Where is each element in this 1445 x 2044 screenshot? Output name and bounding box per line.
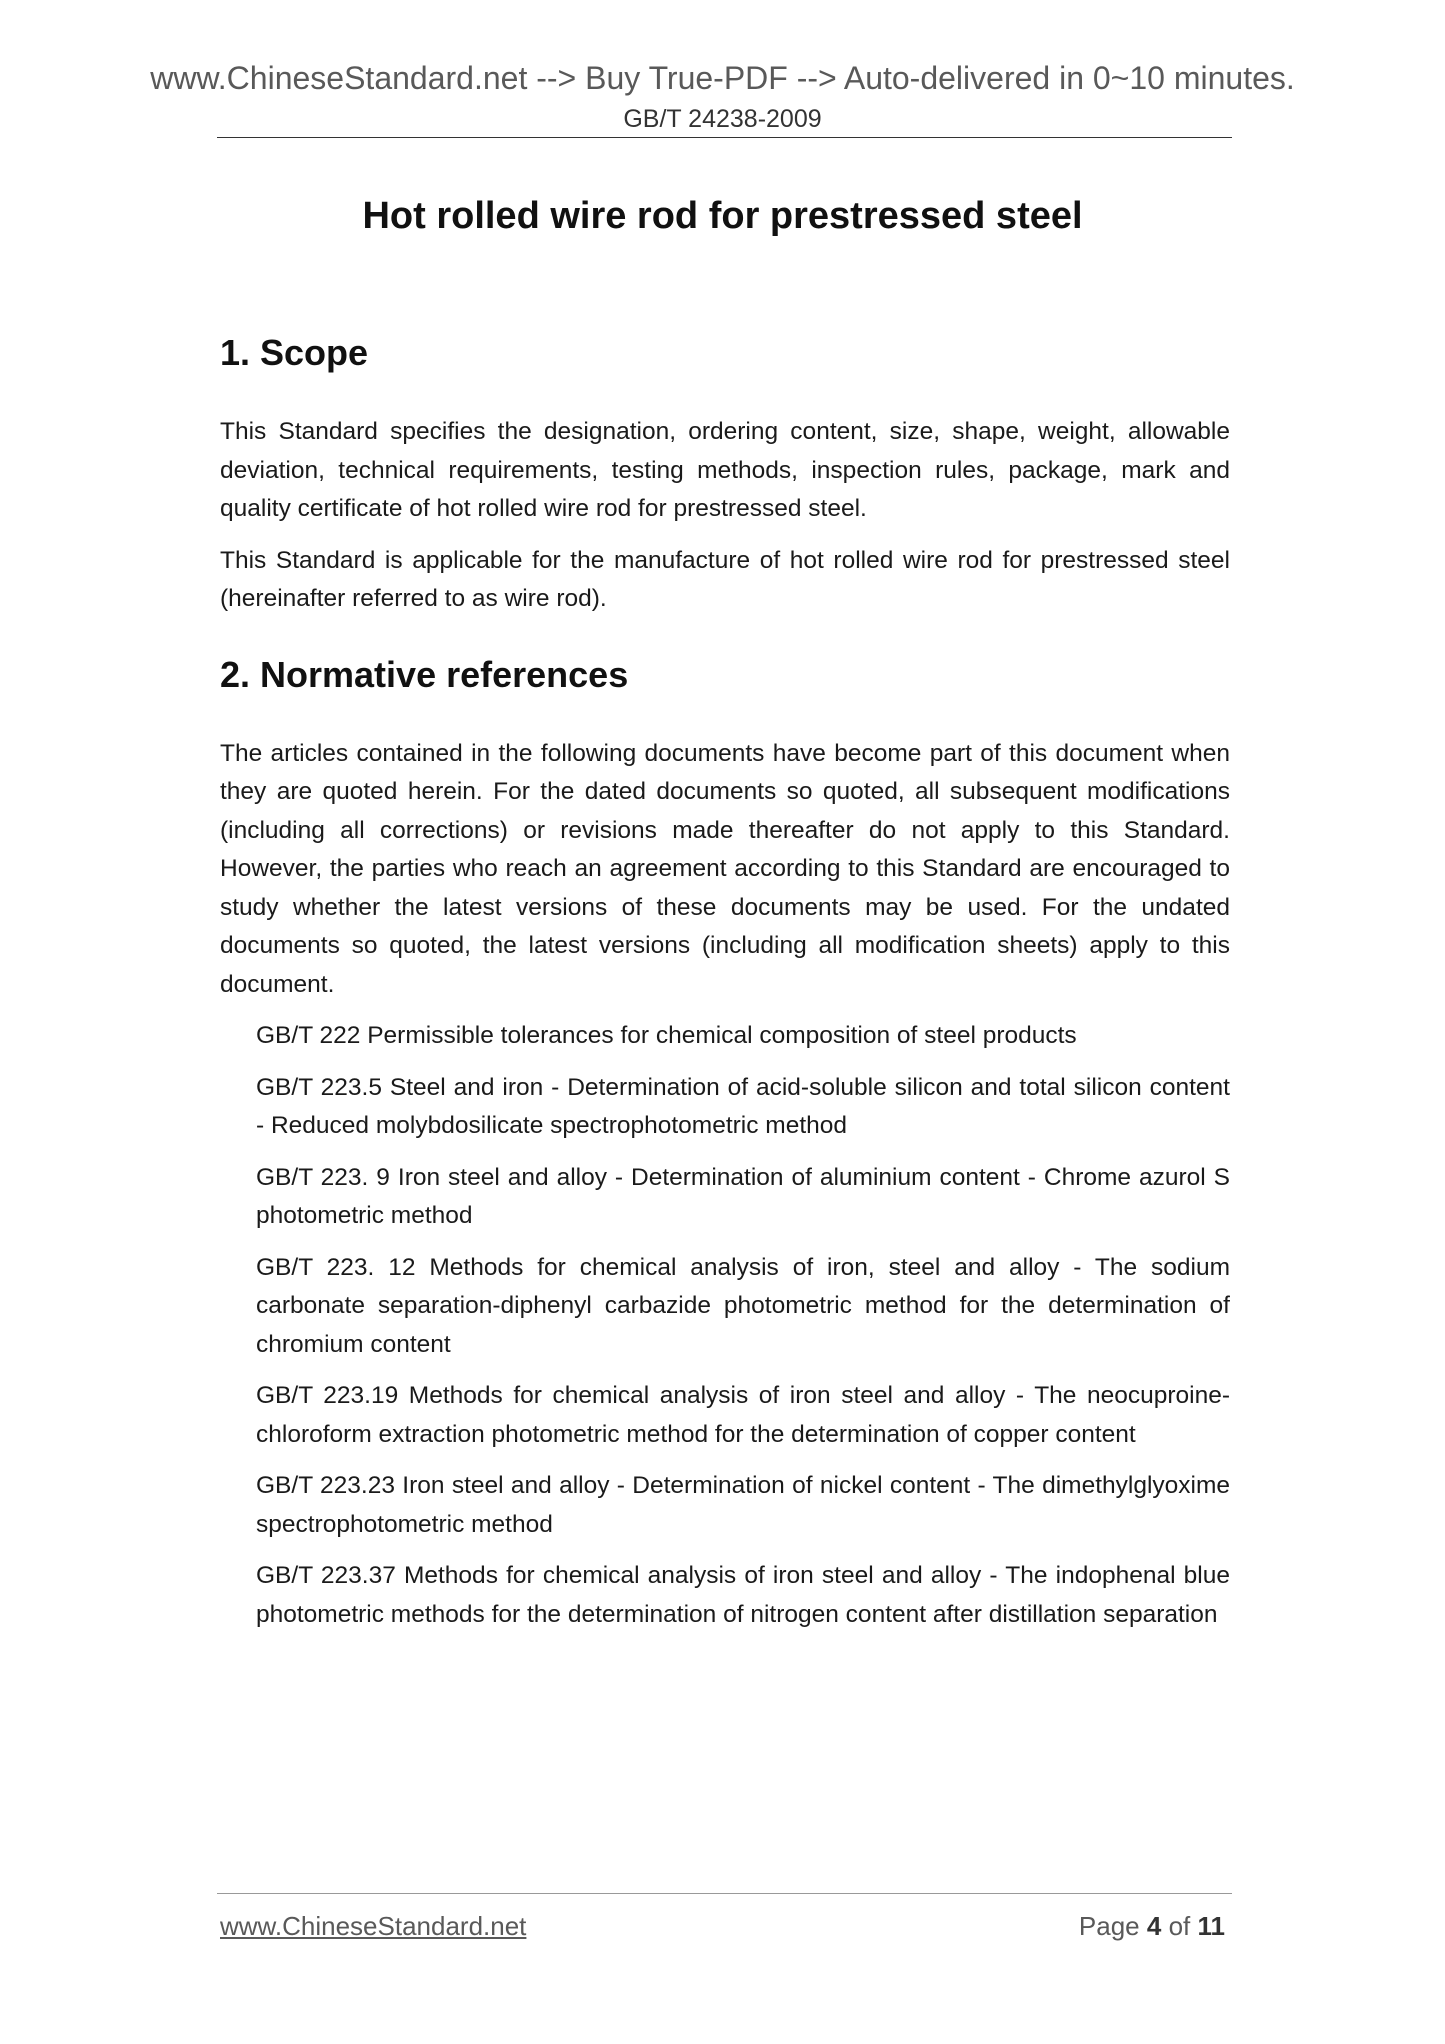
reference-item: GB/T 223.37 Methods for chemical analysis of iron steel and alloy - The indophenal blue photometric methods for the determination of nitrogen content after distillation separation bbox=[256, 1562, 1230, 1628]
normative-intro-paragraph: The articles contained in the following documents have become part of this document when they are quoted herein. For the dated documents so quoted, all subsequent modifications (including all corrections) or revisions made thereafter do not apply to this Standard. However, the parties who reach an agreement according to this Standard are encouraged to study whether the latest versions of these documents may be used. For the undated documents so quoted, the latest versions (including all modification sheets) apply to this document. bbox=[220, 739, 1230, 998]
reference-item: GB/T 223. 9 Iron steel and alloy - Determination of aluminium content - Chrome azurol S photometric method bbox=[256, 1163, 1230, 1229]
standard-code: GB/T 24238-2009 bbox=[623, 105, 822, 133]
footer-website-link[interactable]: www.ChineseStandard.net bbox=[220, 1911, 527, 1941]
document-body bbox=[220, 330, 1230, 1634]
reference-item: GB/T 223. 12 Methods for chemical analysis of iron, steel and alloy - The sodium carbonate separation-diphenyl carbazide photometric method for the determination of chromium content bbox=[256, 1253, 1230, 1358]
top-banner[interactable]: www.ChineseStandard.net --> Buy True-PDF --> Auto-delivered in 0~10 minutes. bbox=[150, 60, 1295, 96]
page-label: Page bbox=[1078, 1911, 1140, 1941]
reference-item: GB/T 223.19 Methods for chemical analysis of iron steel and alloy - The neocuproine-chloroform extraction photometric method for the determination of copper content bbox=[256, 1382, 1230, 1448]
footer-divider bbox=[217, 1893, 1232, 1894]
reference-item: GB/T 222 Permissible tolerances for chemical composition of steel products bbox=[256, 1022, 1077, 1049]
scope-paragraph: This Standard is applicable for the manufacture of hot rolled wire rod for prestressed steel (hereinafter referred to as wire rod). bbox=[220, 546, 1230, 612]
page-current: 4 bbox=[1146, 1911, 1162, 1941]
reference-item: GB/T 223.5 Steel and iron - Determination of acid-soluble silicon and total silicon content - Reduced molybdosilicate spectrophotometric method bbox=[256, 1073, 1230, 1139]
reference-item: GB/T 223.23 Iron steel and alloy - Determination of nickel content - The dimethylglyoxime spectrophotometric method bbox=[256, 1472, 1230, 1538]
scope-paragraph: This Standard specifies the designation, ordering content, size, shape, weight, allowable deviation, technical requirements, testing methods, inspection rules, package, mark and quality certificate of hot rolled wire rod for prestressed steel. bbox=[220, 418, 1230, 522]
page-total: 11 bbox=[1197, 1911, 1225, 1941]
header-divider bbox=[217, 137, 1232, 138]
scope-heading: 1. Scope bbox=[220, 332, 369, 373]
normative-references-heading: 2. Normative references bbox=[220, 653, 629, 695]
page-number bbox=[1079, 1910, 1225, 1942]
document-title: Hot rolled wire rod for prestressed steel bbox=[362, 195, 1083, 237]
reference-list bbox=[220, 1017, 1230, 1634]
page-of-label: of bbox=[1168, 1911, 1191, 1941]
